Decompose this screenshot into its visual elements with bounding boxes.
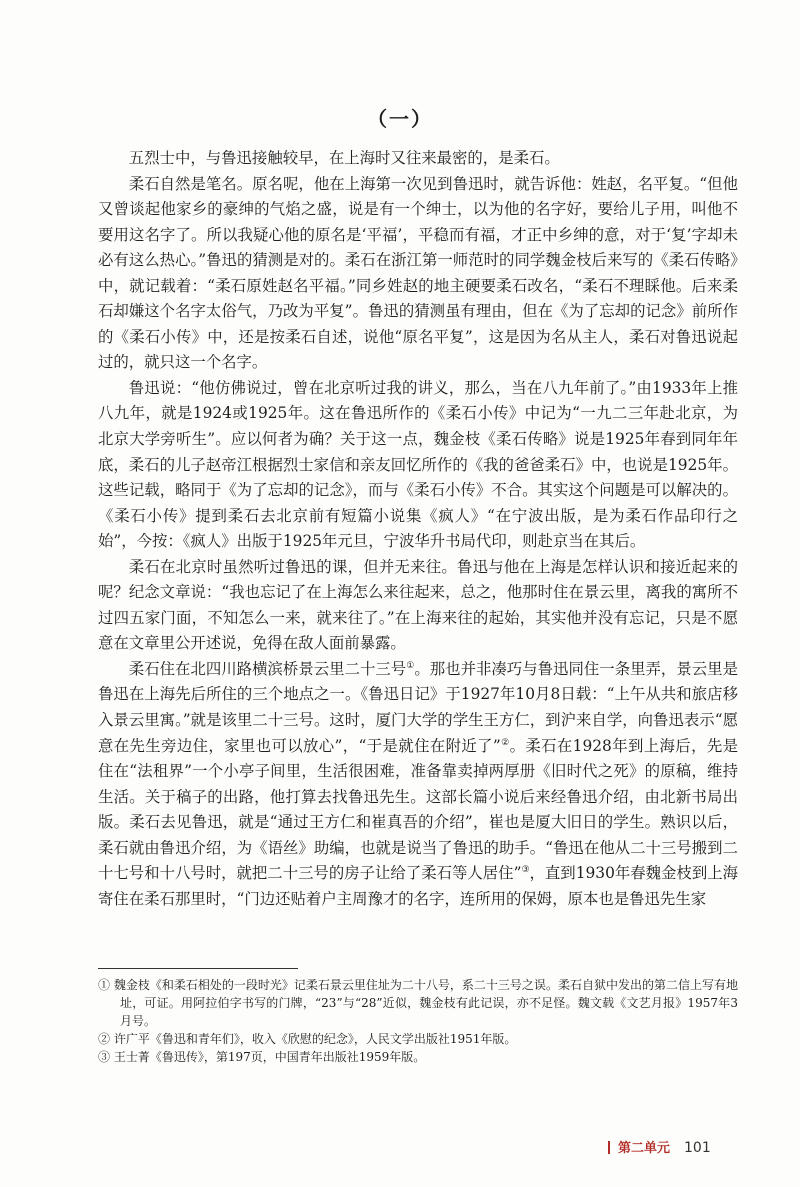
paragraph-text: 五烈士中，与鲁迅接触较早，在上海时又往来最密的，是柔石。 xyxy=(128,149,560,167)
paragraph xyxy=(98,555,738,657)
unit-label: 第二单元 xyxy=(618,1141,671,1156)
body-text xyxy=(98,146,738,912)
paragraph xyxy=(98,657,738,912)
paragraph-text: 柔石在北京时虽然听过鲁迅的课，但并无来往。鲁迅与他在上海是怎样认识和接近起来的呢？纪念文章说：“我也忘记了在上海怎么来往起来，总之，他那时住在景云里，离我的寓所不过四五家门面，不知怎么一来，就来往了。”在上海来往的起始，其实他并没有忘记，只是不愿意在文章里公开述说，免得在敌人面前暴露。 xyxy=(98,557,738,653)
section-heading: （一） xyxy=(367,107,433,131)
page-number: 101 xyxy=(684,1140,711,1156)
footnote: ③ 王士菁《鲁迅传》，第197页，中国青年出版社1959年版。 xyxy=(98,1050,426,1064)
footnote: ① 魏金枝《和柔石相处的一段时光》记柔石景云里住址为二十八号，系二十三号之误。柔石自狱中发出的第二信上写有地址，可证。用阿拉伯字书写的门牌，“23”与“28”近似，魏金枝有此记误，亦不足怪。魏文载《文艺月报》1957年3月号。 xyxy=(98,978,738,1028)
footer-accent-bar xyxy=(608,1141,610,1154)
footnote-ref: ① xyxy=(406,660,415,671)
paragraph-text: 。柔石在1928年到上海后，先是住在“法租界”一个小亭子间里，生活很困难，准备靠卖掉两厚册《旧时代之死》的原稿，维持生活。关于稿子的出路，他打算去找鲁迅先生。这部长篇小说后来经鲁迅介绍，由北新书局出版。柔石去见鲁迅，就是“通过王方仁和崔真吾的介绍”，崔也是厦大旧日的学生。熟识以后，柔石就由鲁迅介绍，为《语丝》助编，也就是说当了鲁迅的助手。“鲁迅在他从二十三号搬到二十七号和十八号时，就把二十三号的房子让给了柔石等人居住” xyxy=(98,736,738,883)
paragraph xyxy=(98,172,738,376)
paragraph-text: 柔石自然是笔名。原名呢，他在上海第一次见到鲁迅时，就告诉他：姓赵，名平复。“但他又曾谈起他家乡的豪绅的气焰之盛，说是有一个绅士，以为他的名字好，要给儿子用，叫他不要用这名字了。所以我疑心他的原名是‘平福’，平稳而有福，才正中乡绅的意，对于‘复’字却未必有这么热心。”鲁迅的猜测是对的。柔石在浙江第一师范时的同学魏金枝后来写的《柔石传略》中，就记载着：“柔石原姓赵名平福。”同乡姓赵的地主硬要柔石改名，“柔石不理睬他。后来柔石却嫌这个名字太俗气，乃改为平复”。鲁迅的猜测虽有理由，但在《为了忘却的记念》前所作的《柔石小传》中，还是按柔石自述，说他“原名平复”，这是因为名从主人，柔石对鲁迅说起过的，就只这一个名字。 xyxy=(98,174,738,372)
paragraph xyxy=(98,146,738,172)
paragraph-text: ，直到1930年春魏金枝到上海寄住在柔石那里时，“门边还贴着户主周豫才的名字，连所用的保姆，原本也是鲁迅先生家 xyxy=(98,864,738,908)
page-footer xyxy=(608,1138,711,1158)
paragraph xyxy=(98,376,738,555)
paragraph-text: 鲁迅说：“他仿佛说过，曾在北京听过我的讲义，那么，当在八九年前了。”由1933年上推八九年，就是1924或1925年。这在鲁迅所作的《柔石小传》中记为“一九二三年赴北京，为北京大学旁听生”。应以何者为确？关于这一点，魏金枝《柔石传略》说是1925年春到同年年底，柔石的儿子赵帝江根据烈士家信和亲友回忆所作的《我的爸爸柔石》中，也说是1925年。这些记载，略同于《为了忘却的记念》，而与《柔石小传》不合。其实这个问题是可以解决的。《柔石小传》提到柔石去北京前有短篇小说集《疯人》“在宁波出版，是为柔石作品印行之始”，今按：《疯人》出版于1925年元旦，宁波华升书局代印，则赴京当在其后。 xyxy=(98,378,738,551)
footnote-ref: ② xyxy=(500,737,510,748)
footnote-divider xyxy=(98,968,298,969)
footnote-ref: ③ xyxy=(521,865,530,876)
footnotes xyxy=(98,976,738,1066)
paragraph-text: 柔石住在北四川路横滨桥景云里二十三号 xyxy=(128,659,407,678)
paragraph-text: 。那也并非凑巧与鲁迅同住一条里弄，景云里是鲁迅在上海先后所住的三个地点之一。《鲁迅日记》于1927年10月8日载：“上午从共和旅店移入景云里寓。”就是该里二十三号。这时，厦门大学的学生王方仁，到沪来自学，向鲁迅表示“愿意在先生旁边住，家里也可以放心”，“于是就住在附近了” xyxy=(98,659,738,755)
footnote: ② 许广平《鲁迅和青年们》，收入《欣慰的纪念》，人民文学出版社1951年版。 xyxy=(98,1032,517,1046)
